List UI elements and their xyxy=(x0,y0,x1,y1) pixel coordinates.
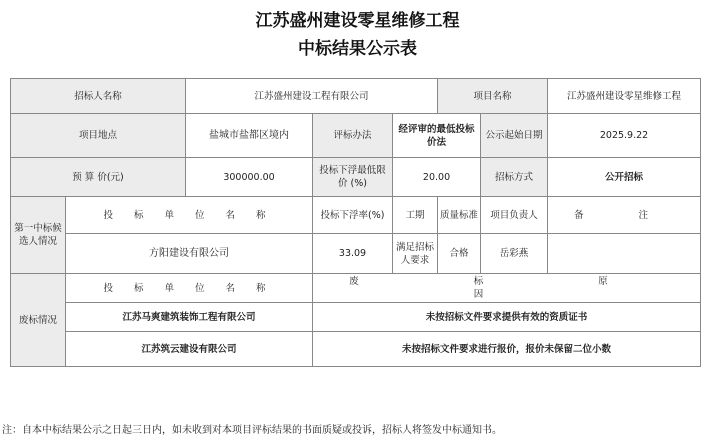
max-discount-value: 20.00 xyxy=(393,158,481,197)
table-row xyxy=(11,197,701,234)
candidate-unit-name: 方阳建设有限公司 xyxy=(66,234,313,274)
disqualified-unit-header: 投 标 单 位 名 称 xyxy=(66,274,313,303)
table-row xyxy=(11,114,701,158)
budget-value: 300000.00 xyxy=(186,158,313,197)
candidate-quality: 合格 xyxy=(438,234,481,274)
candidate-unit-header: 投 标 单 位 名 称 xyxy=(66,197,313,234)
bid-method-value: 公开招标 xyxy=(548,158,701,197)
table-row xyxy=(11,79,701,114)
candidate-discount-rate: 33.09 xyxy=(313,234,393,274)
project-name-label: 项目名称 xyxy=(438,79,548,114)
bid-method-label: 招标方式 xyxy=(481,158,548,197)
publicity-start-label: 公示起始日期 xyxy=(481,114,548,158)
table-row xyxy=(11,234,701,274)
publicity-start-value: 2025.9.22 xyxy=(548,114,701,158)
max-discount-label: 投标下浮最低限价 (%) xyxy=(313,158,393,197)
candidate-manager: 岳彩燕 xyxy=(481,234,548,274)
candidate-period-header: 工期 xyxy=(393,197,438,234)
result-table xyxy=(10,78,701,367)
candidate-remark xyxy=(548,234,701,274)
footer-note: 注：自本中标结果公示之日起三日内，如未收到对本项目评标结果的书面质疑或投诉，招标人将签发中标通知书。 xyxy=(2,425,502,436)
tenderer-value: 江苏盛州建设工程有限公司 xyxy=(186,79,438,114)
project-name-value: 江苏盛州建设零星维修工程 xyxy=(548,79,701,114)
title-line-2: 中标结果公示表 xyxy=(298,39,417,59)
candidate-remark-header: 备 注 xyxy=(548,197,701,234)
eval-method-value: 经评审的最低投标价法 xyxy=(393,114,481,158)
table-row xyxy=(11,303,701,332)
title-line-1: 江苏盛州建设零星维修工程 xyxy=(255,11,460,31)
location-label: 项目地点 xyxy=(11,114,186,158)
budget-label: 预 算 价(元) xyxy=(11,158,186,197)
disqualified-reason-2: 未按招标文件要求进行报价，报价未保留二位小数 xyxy=(313,332,701,367)
disqualified-reason-header: 废 标 原 因 xyxy=(313,274,701,303)
disqualified-unit-1: 江苏马爽建筑装饰工程有限公司 xyxy=(66,303,313,332)
candidate-section-label: 第一中标候选人情况 xyxy=(11,197,66,274)
disqualified-section-label: 废标情况 xyxy=(11,274,66,367)
eval-method-label: 评标办法 xyxy=(313,114,393,158)
candidate-period: 满足招标人要求 xyxy=(393,234,438,274)
disqualified-reason-1: 未按招标文件要求提供有效的资质证书 xyxy=(313,303,701,332)
table-row xyxy=(11,332,701,367)
tenderer-label: 招标人名称 xyxy=(11,79,186,114)
table-row xyxy=(11,274,701,303)
candidate-quality-header: 质量标准 xyxy=(438,197,481,234)
candidate-discount-header: 投标下浮率(%) xyxy=(313,197,393,234)
table-row xyxy=(11,158,701,197)
candidate-manager-header: 项目负责人 xyxy=(481,197,548,234)
location-value: 盐城市盐都区境内 xyxy=(186,114,313,158)
disqualified-unit-2: 江苏筑云建设有限公司 xyxy=(66,332,313,367)
